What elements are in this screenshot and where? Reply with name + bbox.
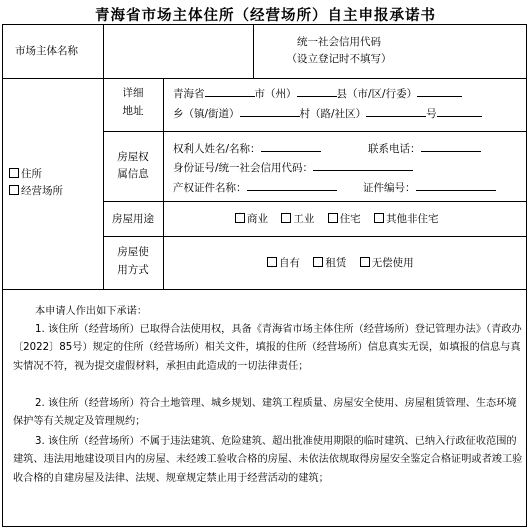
credit-code-label: 统一社会信用代码 xyxy=(297,36,381,48)
detail-address-label-2: 地址 xyxy=(122,105,144,117)
commitment-item-1: 1. 该住所（经营场所）已取得合法使用权，具备《青海省市场主体住所（经营场所）登记管理办法》（青政办〔2022〕85号）规定的住所（经营场所）相关文件，填报的住所（经营场所）信息真实无误，如填报的信息与真实情况不符，视为提交虚假材料，承担由此造成的一切法律责任； xyxy=(13,324,522,372)
entity-name-label: 市场主体名称 xyxy=(15,45,78,57)
phone-input[interactable] xyxy=(421,139,481,152)
cert-name-input[interactable] xyxy=(247,178,337,191)
checkbox[interactable] xyxy=(9,168,19,178)
address-type-option-business[interactable]: 经营场所 xyxy=(9,184,63,198)
cert-number-field: 证件编号： xyxy=(363,178,496,195)
option-commercial[interactable]: 商业 xyxy=(235,213,268,225)
owner-line-1: 权利人姓名/名称： xyxy=(173,139,321,156)
row-divider xyxy=(3,289,526,290)
checkbox[interactable] xyxy=(360,257,370,267)
owner-name-input[interactable] xyxy=(261,139,321,152)
detail-address-label-1: 详细 xyxy=(122,87,144,99)
row-divider xyxy=(103,131,526,132)
city-input[interactable] xyxy=(205,84,255,97)
option-residential[interactable]: 住宅 xyxy=(328,213,361,225)
row-divider xyxy=(3,78,526,79)
form-table xyxy=(2,24,527,527)
house-use-label: 房屋用途 xyxy=(112,213,154,225)
col-divider xyxy=(163,78,164,289)
option-lease[interactable]: 租赁 xyxy=(313,257,346,269)
usage-mode-options xyxy=(267,256,414,270)
commitment-item-3: 3. 该住所（经营场所）不属于违法建筑、危险建筑、超出批准使用期限的临时建筑、已纳入行政征收范围的建筑、违法用地建设项目内的房屋、未经竣工验收合格的房屋、未依法依规取得房屋安全鉴定合格证明或者竣工验收合格的自建房屋及法律、法规、规章规定禁止用于经营活动的建筑； xyxy=(13,436,523,484)
owner-info-label-2: 属信息 xyxy=(117,168,149,180)
row-divider xyxy=(103,236,526,237)
district-input[interactable] xyxy=(417,84,462,97)
checkbox[interactable] xyxy=(267,257,277,267)
checkbox[interactable] xyxy=(281,213,291,223)
commitment-item-2: 2. 该住所（经营场所）符合土地管理、城乡规划、建筑工程质量、房屋安全使用、房屋租赁管理、生态环境保护等有关规定及管理规约； xyxy=(13,398,517,428)
id-number-input[interactable] xyxy=(313,158,413,171)
option-free-use[interactable]: 无偿使用 xyxy=(360,257,414,269)
checkbox[interactable] xyxy=(313,257,323,267)
house-use-options xyxy=(235,212,439,226)
checkbox[interactable] xyxy=(374,213,384,223)
form-title: 青海省市场主体住所（经营场所）自主申报承诺书 xyxy=(95,8,436,24)
owner-line-3: 产权证件名称： xyxy=(173,178,337,195)
cert-number-input[interactable] xyxy=(416,178,496,191)
commitment-intro: 本申请人作出如下承诺： xyxy=(35,306,148,317)
credit-code-note: （设立登记时不填写） xyxy=(286,53,392,65)
address-line-2: 乡（镇/街道） 村（路/社区） 号 xyxy=(173,104,482,121)
usage-mode-label-2: 用方式 xyxy=(117,264,149,276)
checkbox[interactable] xyxy=(235,213,245,223)
address-line-1: 青海省 市（州） 县（市/区/行委） xyxy=(173,84,462,101)
town-input[interactable] xyxy=(240,104,300,117)
option-other-non-residential[interactable]: 其他非住宅 xyxy=(374,213,439,225)
owner-info-label-1: 房屋权 xyxy=(117,151,149,163)
option-industrial[interactable]: 工业 xyxy=(281,213,314,225)
row-divider xyxy=(103,201,526,202)
phone-field: 联系电话： xyxy=(368,139,481,156)
county-input[interactable] xyxy=(297,84,337,97)
checkbox[interactable] xyxy=(328,213,338,223)
usage-mode-label-1: 房屋使 xyxy=(117,246,149,258)
owner-line-2: 身份证号/统一社会信用代码： xyxy=(173,158,413,175)
number-input[interactable] xyxy=(437,104,482,117)
option-self-owned[interactable]: 自有 xyxy=(267,257,300,269)
village-input[interactable] xyxy=(366,104,426,117)
address-type-option-residence[interactable]: 住所 xyxy=(9,167,42,181)
checkbox[interactable] xyxy=(9,185,19,195)
